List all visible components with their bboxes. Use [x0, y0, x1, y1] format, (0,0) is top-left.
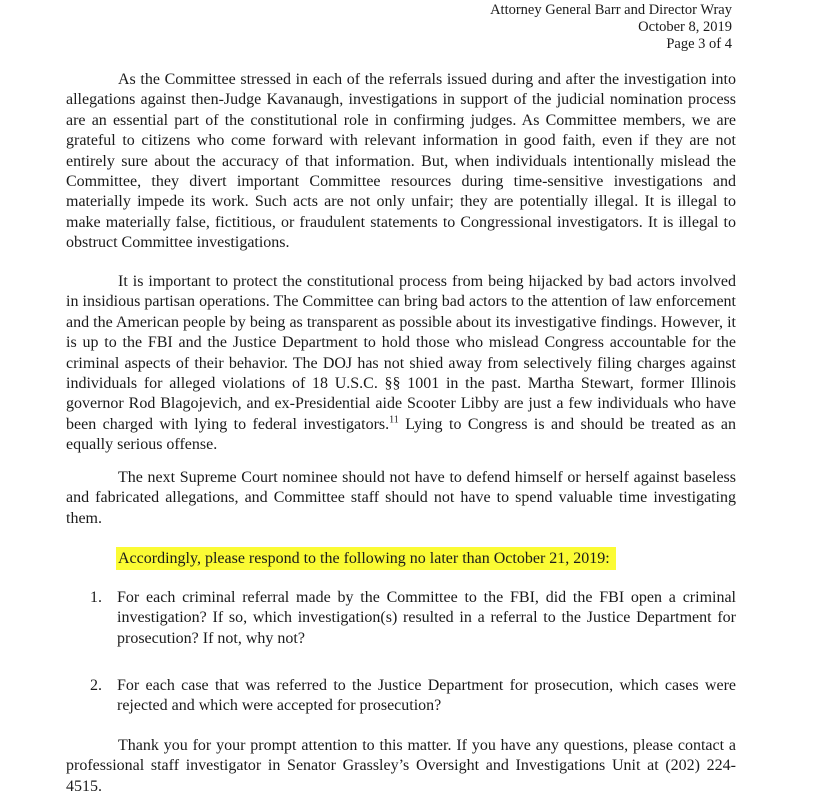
paragraph-committee-role-text: As the Committee stressed in each of the referrals issued during and after the investigation into allegations against then-Judge Kavanaugh, investigations in support of the judicial nomination process are an essential part of the constitutional role in confirming judges. As Committee members, we are grateful to citizens who come forward with relevant information in good faith, even if they are not entirely sure about the accuracy of that information. But, when individuals intentionally mislead the Committee, they divert important Committee resources during time-sensitive investigations and materially impede its work. Such acts are not only unfair; they are potentially illegal. It is illegal to make materially false, fictitious, or fraudulent statements to Congressional investigators. It is illegal to obstruct Committee investigations. — [66, 71, 736, 252]
footnote-marker: 11 — [389, 414, 399, 426]
question-item — [90, 588, 736, 649]
header-date: October 8, 2019 — [638, 19, 732, 35]
question-item — [90, 676, 736, 717]
paragraph-closing — [66, 736, 736, 797]
question-number: 2. — [90, 677, 102, 694]
paragraph-committee-role — [66, 70, 736, 254]
paragraph-constitutional-process-ending: Lying to Congress is and should be treated as an equally serious offense. — [66, 415, 737, 454]
paragraph-next-nominee — [66, 468, 736, 529]
question-number: 1. — [90, 589, 102, 606]
request-deadline — [116, 548, 616, 570]
paragraph-closing-text: Thank you for your prompt attention to this matter. If you have any questions, please contact a professional staff investigator in Senator Grassley’s Oversight and Investigations Unit at (202) 224-4515. — [66, 737, 736, 795]
paragraph-next-nominee-text: The next Supreme Court nominee should not have to defend himself or herself against baseless and fabricated allegations, and Committee staff should not have to spend valuable time investigating them. — [66, 469, 736, 527]
highlighted-request-text: Accordingly, please respond to the following no later than October 21, 2019: — [116, 547, 616, 570]
question-text: For each case that was referred to the Justice Department for prosecution, which cases were rejected and which were accepted for prosecution? — [117, 677, 736, 715]
page-header — [490, 2, 732, 53]
question-text: For each criminal referral made by the Committee to the FBI, did the FBI open a criminal investigation? If so, which investigation(s) resulted in a referral to the Justice Department for prosecution? If not, why not? — [117, 589, 736, 647]
paragraph-constitutional-process — [66, 272, 736, 456]
header-recipients: Attorney General Barr and Director Wray — [490, 2, 732, 18]
paragraph-constitutional-process-text: It is important to protect the constitutional process from being hijacked by bad actors involved in insidious partisan operations. The Committee can bring bad actors to the attention of law enforcement and the American people by being as transparent as possible about its investigative findings. However, it is up to the FBI and the Justice Department to hold those who mislead Congress accountable for the criminal aspects of their behavior. The DOJ has not shied away from selectively filing charges against individuals for alleged violations of 18 U.S.C. §§ 1001 in the past. Martha Stewart, former Illinois governor Rod Blagojevich, and ex-Presidential aide Scooter Libby are just a few individuals who have been charged with lying to federal investigators. — [66, 273, 736, 433]
header-page-number: Page 3 of 4 — [666, 36, 732, 52]
